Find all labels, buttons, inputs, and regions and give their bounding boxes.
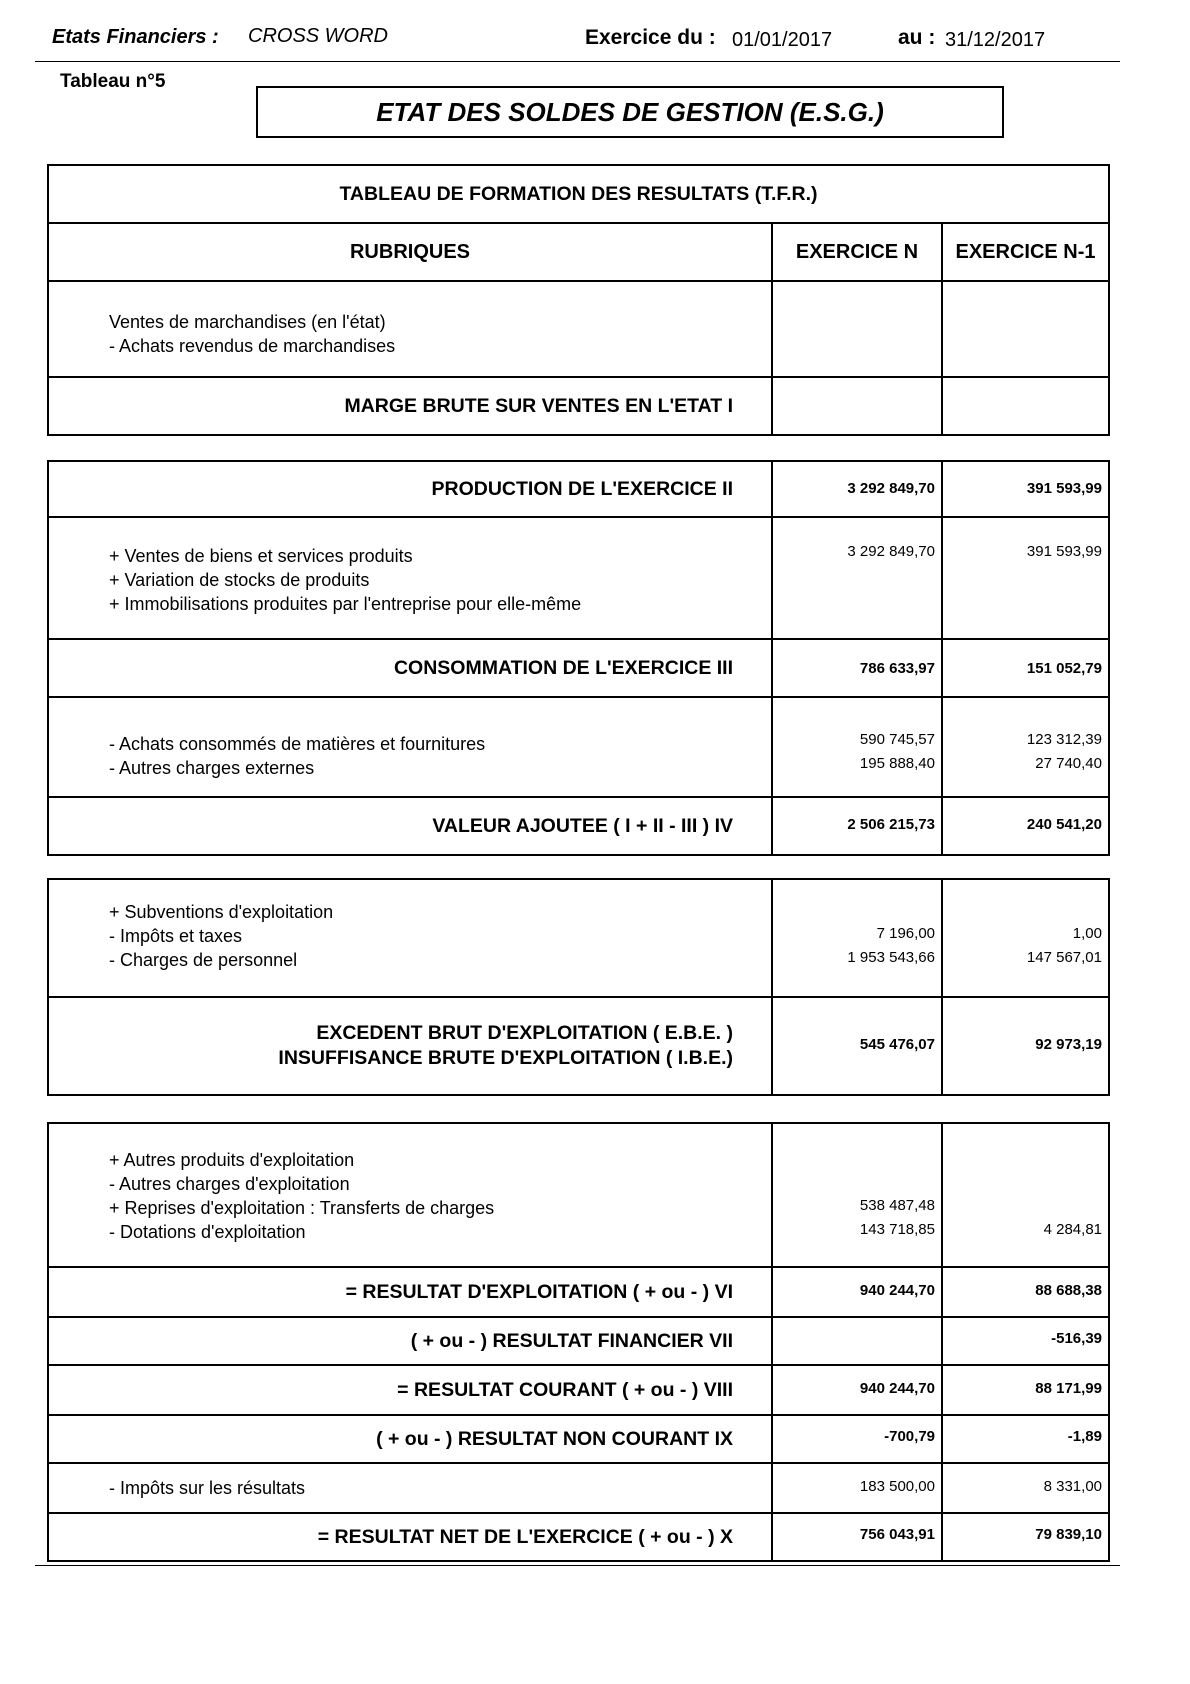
item-subventions: + Subventions d'exploitation: [109, 902, 334, 922]
cons-value-n: 195 888,40: [859, 755, 935, 772]
value-cell: [943, 462, 1108, 516]
item-reprises-exploitation: + Reprises d'exploitation : Transferts de charges: [109, 1198, 495, 1218]
cons-value-n1: 27 740,40: [1035, 755, 1102, 772]
value-cell: [773, 518, 943, 638]
ebe-item-n: 7 196,00: [876, 925, 935, 942]
total-label-cell: [49, 998, 773, 1094]
resultat-courant-n: 940 244,70: [859, 1380, 935, 1397]
exercice-start-date: 01/01/2017: [732, 29, 833, 51]
footer-divider: [35, 1565, 1120, 1566]
value-cell: [773, 698, 943, 796]
total-label-cell: [49, 378, 773, 434]
resultats-table: [47, 1122, 1110, 1562]
item-immobilisations-produites: + Immobilisations produites par l'entreprise pour elle-même: [109, 594, 582, 614]
production-n1: 391 593,99: [1026, 480, 1102, 497]
table-row: [49, 1124, 1108, 1268]
resultat-net-label: = RESULTAT NET DE L'EXERCICE ( + ou - ) X: [317, 1525, 733, 1548]
consommation-n: 786 633,97: [859, 660, 935, 677]
ebe-item-n1: 1,00: [1072, 925, 1102, 942]
resultat-financier-label: ( + ou - ) RESULTAT FINANCIER VII: [410, 1329, 733, 1352]
table-row: [49, 1514, 1108, 1560]
table-row: [49, 282, 1108, 378]
value-cell: [773, 1416, 943, 1462]
value-cell: [943, 1514, 1108, 1560]
value-cell: [773, 640, 943, 696]
resultat-net-n1: 79 839,10: [1035, 1526, 1102, 1543]
column-header-row: [49, 224, 1108, 282]
prod-value-n1: 391 593,99: [1026, 543, 1102, 560]
total-label-cell: [49, 1514, 773, 1560]
cons-value-n1: 123 312,39: [1026, 731, 1102, 748]
header-divider: [35, 61, 1120, 62]
company-name: CROSS WORD: [248, 25, 388, 47]
valeur-ajoutee-n: 2 506 215,73: [847, 816, 935, 833]
value-cell: [943, 1268, 1108, 1316]
resultat-exploitation-n1: 88 688,38: [1035, 1282, 1102, 1299]
col-rubriques: RUBRIQUES: [49, 224, 773, 280]
value-cell: [943, 640, 1108, 696]
resultat-non-courant-n: -700,79: [884, 1428, 935, 1445]
item-impots-resultats: - Impôts sur les résultats: [109, 1478, 306, 1498]
value-cell: [773, 1514, 943, 1560]
item-impots-taxes: - Impôts et taxes: [109, 926, 243, 946]
value-cell: [943, 1464, 1108, 1512]
col-exercice-n: EXERCICE N: [773, 224, 943, 280]
table-row: [49, 880, 1108, 998]
resultat-non-courant-label: ( + ou - ) RESULTAT NON COURANT IX: [376, 1427, 733, 1450]
value-cell: [943, 378, 1108, 434]
value-cell: [943, 1124, 1108, 1266]
table-row: [49, 698, 1108, 798]
consommation-n1: 151 052,79: [1026, 660, 1102, 677]
total-label-cell: [49, 462, 773, 516]
table-caption-row: [49, 166, 1108, 224]
value-cell: [943, 1318, 1108, 1364]
item-autres-charges-externes: - Autres charges externes: [109, 758, 315, 778]
ebe-label: EXCEDENT BRUT D'EXPLOITATION ( E.B.E. ): [316, 1022, 733, 1044]
table-row: [49, 640, 1108, 698]
total-label-cell: [49, 640, 773, 696]
value-cell: [943, 880, 1108, 996]
value-cell: [773, 378, 943, 434]
list-item: [49, 518, 773, 638]
valeur-ajoutee-n1: 240 541,20: [1026, 816, 1102, 833]
value-cell: [943, 1366, 1108, 1414]
list-item: [49, 698, 773, 796]
value-cell: [773, 282, 943, 376]
value-cell: [773, 1318, 943, 1364]
total-label-cell: [49, 798, 773, 854]
value-cell: [943, 1416, 1108, 1462]
exercice-label: Exercice du :: [585, 26, 716, 49]
item-achats-consommes: - Achats consommés de matières et fournitures: [109, 734, 486, 754]
cons-value-n: 590 745,57: [859, 731, 935, 748]
resultat-courant-label: = RESULTAT COURANT ( + ou - ) VIII: [397, 1378, 733, 1401]
list-item: [49, 880, 773, 996]
table-row: [49, 998, 1108, 1094]
valeur-ajoutee-table: [47, 460, 1110, 856]
tableau-number: Tableau n°5: [60, 71, 166, 92]
value-cell: [943, 518, 1108, 638]
item-dotations-exploitation: - Dotations d'exploitation: [109, 1222, 306, 1242]
value-cell: [773, 798, 943, 854]
item-achats-revendus: - Achats revendus de marchandises: [109, 336, 396, 356]
production-label: PRODUCTION DE L'EXERCICE II: [431, 477, 733, 500]
tfr-table-header: [47, 164, 1110, 436]
value-cell: [943, 998, 1108, 1094]
marge-brute-label: MARGE BRUTE SUR VENTES EN L'ETAT I: [344, 394, 733, 417]
total-label-cell: [49, 1416, 773, 1462]
value-cell: [773, 880, 943, 996]
value-cell: [773, 1464, 943, 1512]
value-cell: [943, 698, 1108, 796]
table-row: [49, 1464, 1108, 1514]
ibe-label: INSUFFISANCE BRUTE D'EXPLOITATION ( I.B.E.): [278, 1047, 733, 1069]
ebe-n1: 92 973,19: [1035, 1036, 1102, 1053]
item-autres-produits: + Autres produits d'exploitation: [109, 1150, 355, 1170]
resultat-financier-n1: -516,39: [1051, 1330, 1102, 1347]
item-ventes-biens: + Ventes de biens et services produits: [109, 546, 413, 566]
res-item-n: 538 487,48: [859, 1197, 935, 1214]
exercice-end-date: 31/12/2017: [945, 29, 1046, 51]
table-row: [49, 462, 1108, 518]
exercice-to-label: au :: [898, 26, 936, 49]
value-cell: [773, 998, 943, 1094]
ebe-table: [47, 878, 1110, 1096]
prod-value-n: 3 292 849,70: [847, 543, 935, 560]
ebe-n: 545 476,07: [859, 1036, 935, 1053]
item-variation-stocks: + Variation de stocks de produits: [109, 570, 370, 590]
ebe-item-n: 1 953 543,66: [847, 949, 935, 966]
value-cell: [773, 462, 943, 516]
document-header-title: Etats Financiers :: [52, 26, 219, 48]
table-row: [49, 1416, 1108, 1464]
impots-resultats-n1: 8 331,00: [1043, 1478, 1102, 1495]
res-item-n: 143 718,85: [859, 1221, 935, 1238]
table-row: [49, 378, 1108, 434]
res-item-n1: 4 284,81: [1043, 1221, 1102, 1238]
valeur-ajoutee-label: VALEUR AJOUTEE ( I + II - III ) IV: [432, 814, 733, 837]
consommation-label: CONSOMMATION DE L'EXERCICE III: [393, 656, 733, 679]
resultat-exploitation-n: 940 244,70: [859, 1282, 935, 1299]
impots-resultats-n: 183 500,00: [859, 1478, 935, 1495]
ebe-item-n1: 147 567,01: [1026, 949, 1102, 966]
item-autres-charges: - Autres charges d'exploitation: [109, 1174, 350, 1194]
list-item: [49, 282, 773, 376]
table-caption: TABLEAU DE FORMATION DES RESULTATS (T.F.R.): [339, 182, 818, 205]
table-row: [49, 1318, 1108, 1366]
total-label-cell: [49, 1366, 773, 1414]
list-item: [49, 1464, 773, 1512]
value-cell: [773, 1124, 943, 1266]
production-n: 3 292 849,70: [847, 480, 935, 497]
resultat-courant-n1: 88 171,99: [1035, 1380, 1102, 1397]
total-label-cell: [49, 1318, 773, 1364]
table-row: [49, 518, 1108, 640]
resultat-exploitation-label: = RESULTAT D'EXPLOITATION ( + ou - ) VI: [345, 1280, 733, 1303]
list-item: [49, 1124, 773, 1266]
value-cell: [943, 798, 1108, 854]
table-row: [49, 798, 1108, 854]
table-row: [49, 1366, 1108, 1416]
resultat-non-courant-n1: -1,89: [1067, 1428, 1102, 1445]
item-ventes-marchandises: Ventes de marchandises (en l'état): [109, 312, 386, 332]
item-charges-personnel: - Charges de personnel: [109, 950, 298, 970]
value-cell: [943, 282, 1108, 376]
resultat-net-n: 756 043,91: [859, 1526, 935, 1543]
main-title: ETAT DES SOLDES DE GESTION (E.S.G.): [256, 86, 1004, 138]
value-cell: [773, 1366, 943, 1414]
total-label-cell: [49, 1268, 773, 1316]
col-exercice-n1: EXERCICE N-1: [955, 240, 1096, 263]
value-cell: [773, 1268, 943, 1316]
table-row: [49, 1268, 1108, 1318]
